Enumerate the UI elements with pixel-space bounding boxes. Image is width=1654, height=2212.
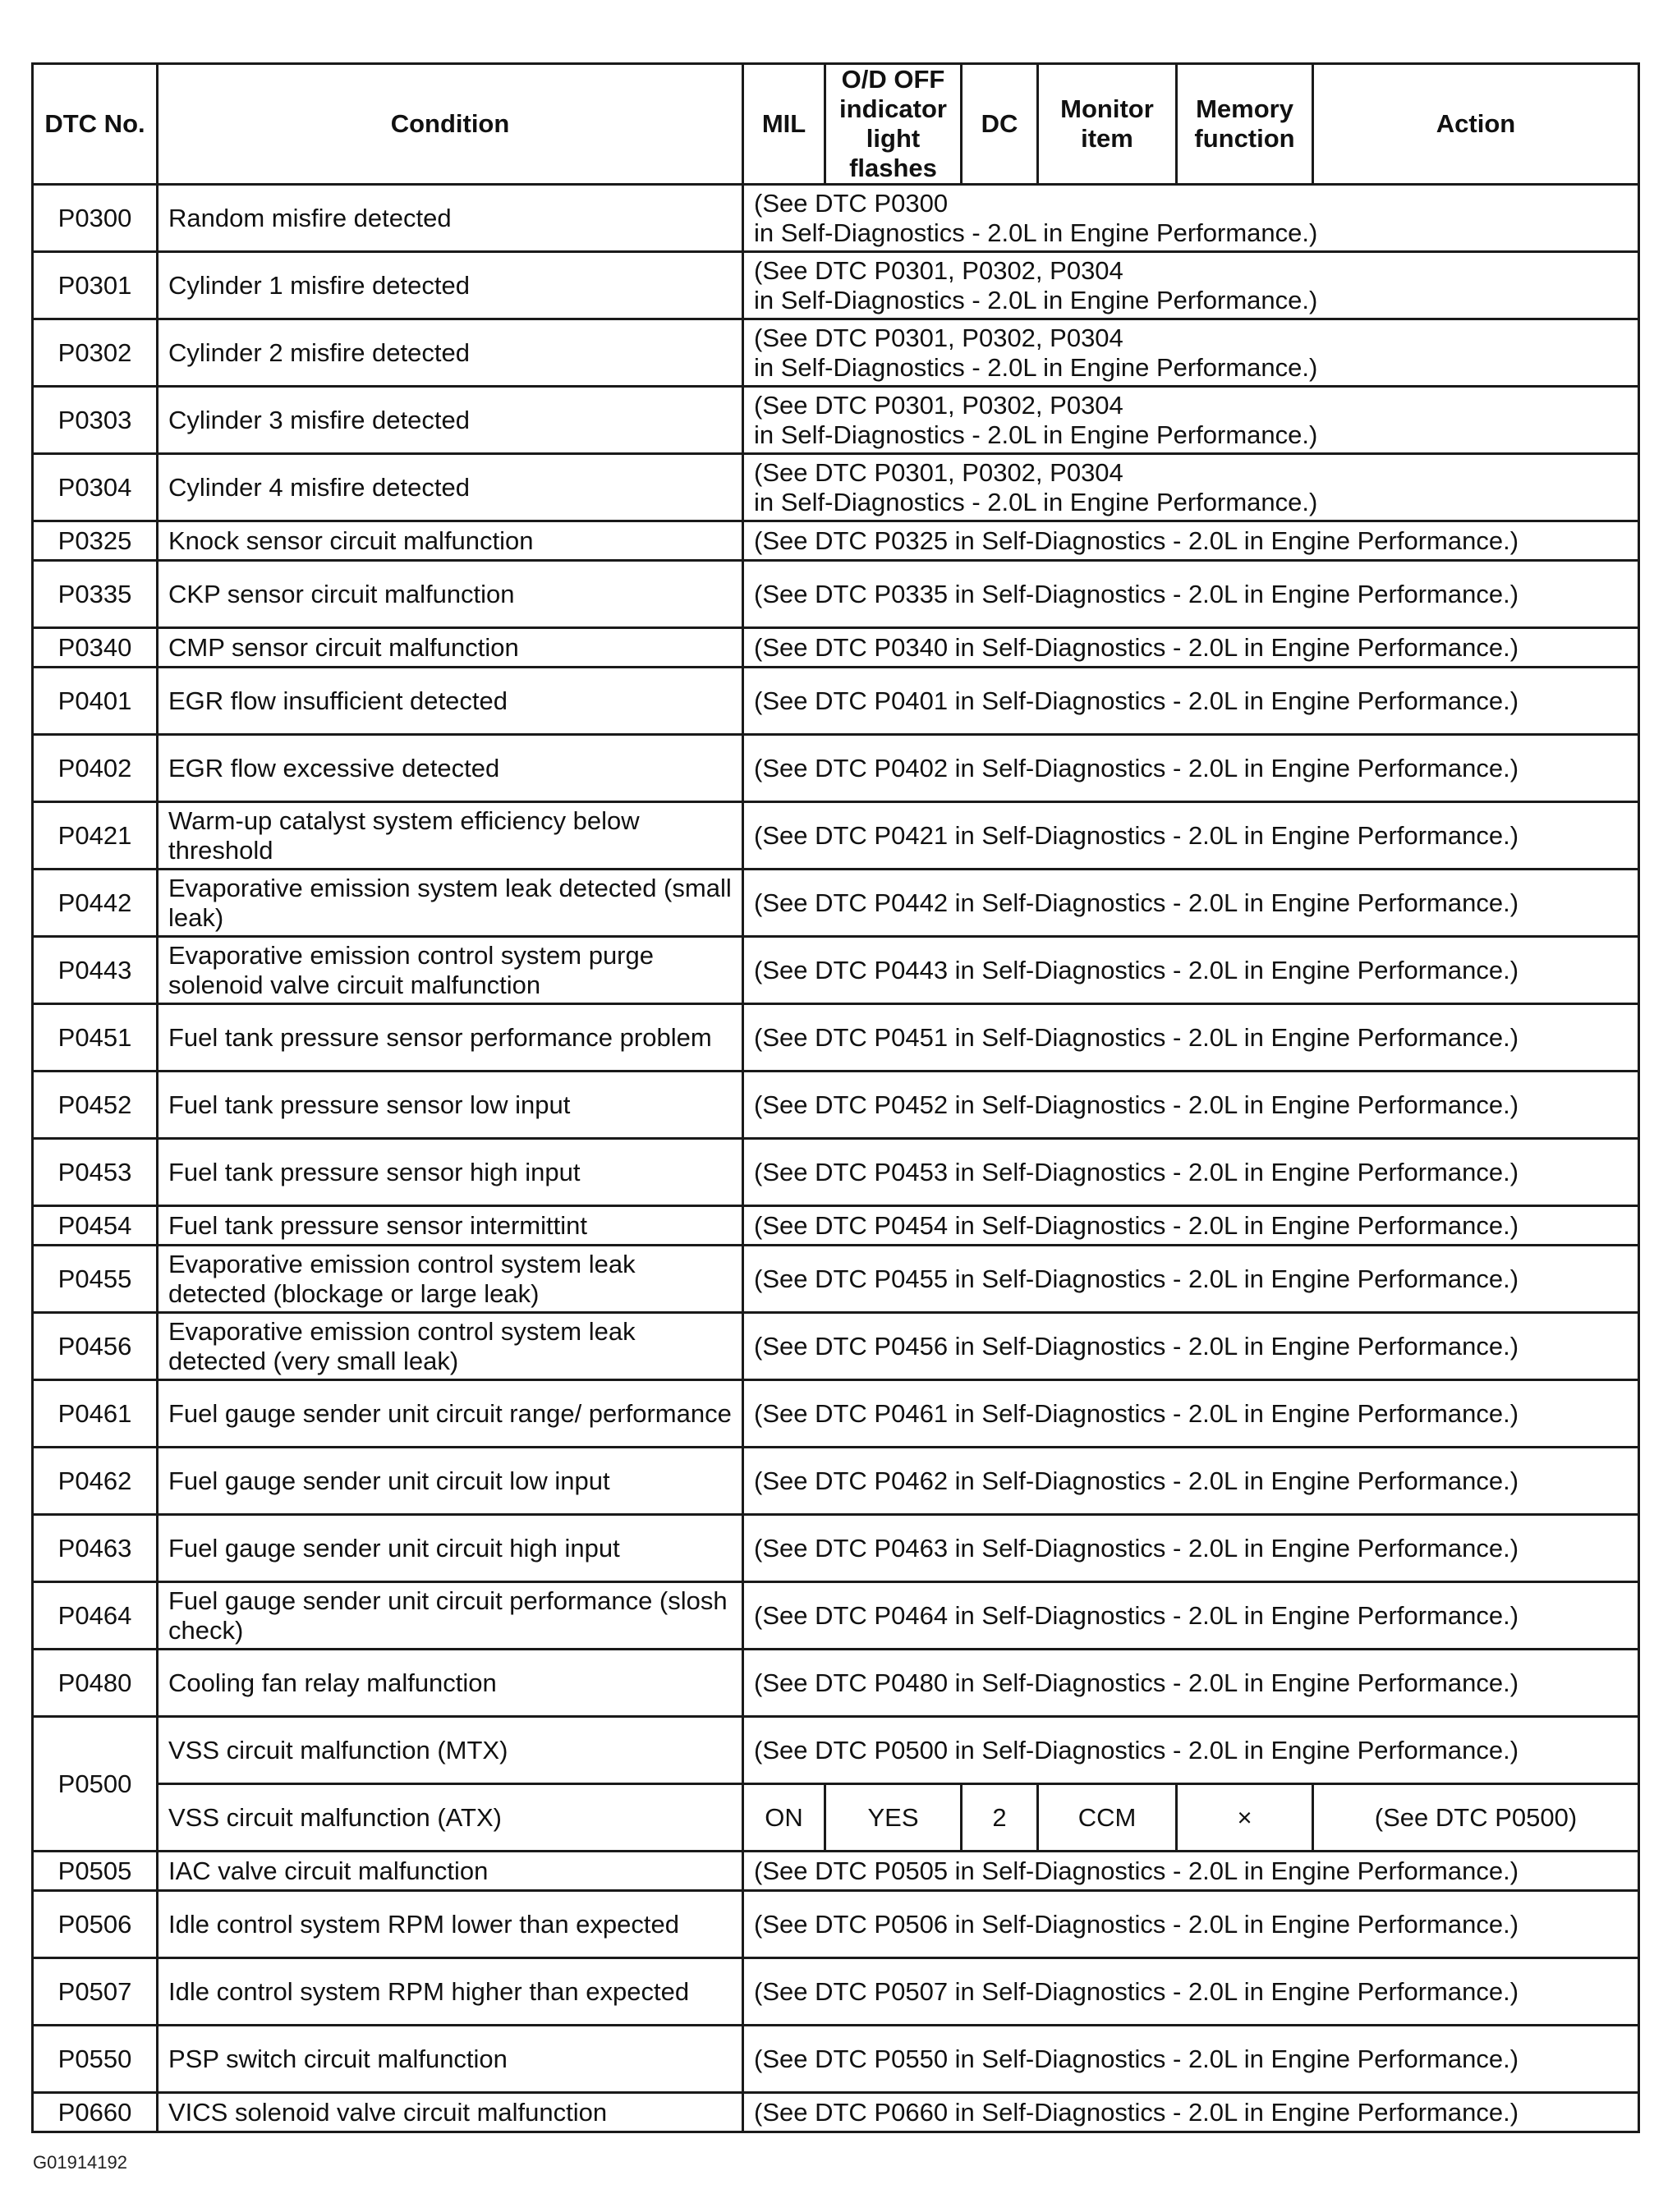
header-condition: Condition: [158, 64, 743, 185]
condition-cell: Evaporative emission system leak detected (small leak): [158, 870, 743, 937]
header-od-off-indicator: O/D OFF indicator light flashes: [825, 64, 962, 185]
reference-line: (See DTC P0550 in Self-Diagnostics - 2.0L in Engine Performance.): [754, 2044, 1519, 2073]
dtc-code-cell: P0325: [33, 521, 158, 561]
reference-cell: [743, 2026, 1639, 2093]
condition-cell: Cylinder 3 misfire detected: [158, 387, 743, 454]
condition-cell: Cooling fan relay malfunction: [158, 1650, 743, 1717]
dtc-code-cell: P0462: [33, 1448, 158, 1515]
dtc-code-cell: P0301: [33, 252, 158, 319]
condition-cell: Fuel gauge sender unit circuit range/ performance: [158, 1380, 743, 1448]
dtc-code-cell: P0303: [33, 387, 158, 454]
reference-line: (See DTC P0452 in Self-Diagnostics - 2.0L in Engine Performance.): [754, 1090, 1519, 1119]
condition-cell: PSP switch circuit malfunction: [158, 2026, 743, 2093]
reference-line: (See DTC P0480 in Self-Diagnostics - 2.0L in Engine Performance.): [754, 1668, 1519, 1697]
reference-cell: [743, 668, 1639, 735]
reference-cell: [743, 1717, 1639, 1784]
reference-line: (See DTC P0301, P0302, P0304: [754, 323, 1123, 352]
dtc-code-cell: P0455: [33, 1246, 158, 1313]
table-row: [33, 1072, 1639, 1139]
reference-cell: [743, 802, 1639, 870]
table-row: [33, 387, 1639, 454]
reference-cell: [743, 1072, 1639, 1139]
dtc-code-cell: P0304: [33, 454, 158, 521]
reference-cell: [743, 1852, 1639, 1891]
dtc-code-cell: P0505: [33, 1852, 158, 1891]
monitor-item-cell: CCM: [1038, 1784, 1177, 1852]
reference-line: (See DTC P0443 in Self-Diagnostics - 2.0L in Engine Performance.): [754, 955, 1519, 984]
condition-cell: Fuel tank pressure sensor low input: [158, 1072, 743, 1139]
table-row: [33, 1515, 1639, 1582]
condition-cell: Fuel tank pressure sensor performance problem: [158, 1004, 743, 1072]
reference-line: (See DTC P0401 in Self-Diagnostics - 2.0L in Engine Performance.): [754, 686, 1519, 715]
reference-cell: [743, 1650, 1639, 1717]
reference-cell: [743, 252, 1639, 319]
reference-cell: [743, 387, 1639, 454]
reference-cell: [743, 1139, 1639, 1206]
reference-line: in Self-Diagnostics - 2.0L in Engine Performance.): [754, 487, 1318, 516]
reference-cell: [743, 628, 1639, 668]
dtc-code-cell: P0453: [33, 1139, 158, 1206]
reference-cell: [743, 937, 1639, 1004]
reference-cell: [743, 454, 1639, 521]
table-row: [33, 1852, 1639, 1891]
table-row: [33, 1717, 1639, 1784]
condition-cell: Idle control system RPM higher than expected: [158, 1958, 743, 2026]
reference-line: (See DTC P0335 in Self-Diagnostics - 2.0L in Engine Performance.): [754, 579, 1519, 608]
reference-line: (See DTC P0507 in Self-Diagnostics - 2.0L in Engine Performance.): [754, 1976, 1519, 2006]
condition-cell: Random misfire detected: [158, 185, 743, 252]
table-row: [33, 1448, 1639, 1515]
od-off-cell: YES: [825, 1784, 962, 1852]
condition-cell: Cylinder 2 misfire detected: [158, 319, 743, 387]
condition-cell: EGR flow insufficient detected: [158, 668, 743, 735]
table-row: [33, 2026, 1639, 2093]
reference-line: (See DTC P0454 in Self-Diagnostics - 2.0L in Engine Performance.): [754, 1210, 1519, 1240]
dtc-code-cell: P0463: [33, 1515, 158, 1582]
condition-cell: Evaporative emission control system purge solenoid valve circuit malfunction: [158, 937, 743, 1004]
reference-line: (See DTC P0451 in Self-Diagnostics - 2.0L in Engine Performance.): [754, 1022, 1519, 1052]
header-dc: DC: [962, 64, 1038, 185]
reference-cell: [743, 1515, 1639, 1582]
header-memory-function: Memory function: [1177, 64, 1313, 185]
reference-line: (See DTC P0461 in Self-Diagnostics - 2.0L in Engine Performance.): [754, 1398, 1519, 1428]
condition-cell: Cylinder 1 misfire detected: [158, 252, 743, 319]
table-row: [33, 1004, 1639, 1072]
reference-cell: [743, 870, 1639, 937]
dtc-code-cell: P0401: [33, 668, 158, 735]
table-row: [33, 1206, 1639, 1246]
reference-cell: [743, 1380, 1639, 1448]
reference-line: (See DTC P0500 in Self-Diagnostics - 2.0L in Engine Performance.): [754, 1735, 1519, 1765]
dtc-code-cell: P0464: [33, 1582, 158, 1650]
reference-line: in Self-Diagnostics - 2.0L in Engine Performance.): [754, 352, 1318, 382]
condition-cell: Knock sensor circuit malfunction: [158, 521, 743, 561]
reference-line: (See DTC P0464 in Self-Diagnostics - 2.0L in Engine Performance.): [754, 1600, 1519, 1630]
dtc-code-cell: P0461: [33, 1380, 158, 1448]
header-mil: MIL: [743, 64, 825, 185]
dtc-code-cell: P0442: [33, 870, 158, 937]
dtc-code-cell: P0340: [33, 628, 158, 668]
dtc-code-cell: P0421: [33, 802, 158, 870]
dtc-code-cell: P0480: [33, 1650, 158, 1717]
reference-line: in Self-Diagnostics - 2.0L in Engine Performance.): [754, 218, 1318, 247]
table-row: [33, 521, 1639, 561]
table-row: [33, 1958, 1639, 2026]
header-dtc-no: DTC No.: [33, 64, 158, 185]
table-row: [33, 454, 1639, 521]
reference-line: (See DTC P0453 in Self-Diagnostics - 2.0L in Engine Performance.): [754, 1157, 1519, 1186]
dtc-table: [31, 62, 1640, 2133]
dtc-code-cell: P0456: [33, 1313, 158, 1380]
dtc-code-cell: P0550: [33, 2026, 158, 2093]
reference-cell: [743, 1246, 1639, 1313]
table-row: [33, 802, 1639, 870]
reference-line: (See DTC P0462 in Self-Diagnostics - 2.0L in Engine Performance.): [754, 1466, 1519, 1495]
reference-cell: [743, 1891, 1639, 1958]
header-row: [33, 64, 1639, 185]
table-row: [33, 668, 1639, 735]
reference-line: (See DTC P0505 in Self-Diagnostics - 2.0L in Engine Performance.): [754, 1856, 1519, 1885]
dc-cell: 2: [962, 1784, 1038, 1852]
table-row: [33, 735, 1639, 802]
condition-cell: Cylinder 4 misfire detected: [158, 454, 743, 521]
reference-cell: [743, 1958, 1639, 2026]
figure-id: G01914192: [33, 2152, 127, 2173]
reference-line: (See DTC P0301, P0302, P0304: [754, 457, 1123, 487]
condition-cell: VSS circuit malfunction (ATX): [158, 1784, 743, 1852]
table-row: [33, 2093, 1639, 2132]
table-row: [33, 185, 1639, 252]
reference-cell: [743, 1004, 1639, 1072]
table-row: [33, 870, 1639, 937]
condition-cell: Idle control system RPM lower than expected: [158, 1891, 743, 1958]
condition-cell: Fuel gauge sender unit circuit performance (slosh check): [158, 1582, 743, 1650]
table-row: [33, 628, 1639, 668]
reference-line: (See DTC P0506 in Self-Diagnostics - 2.0L in Engine Performance.): [754, 1909, 1519, 1939]
table-row: [33, 1313, 1639, 1380]
reference-line: in Self-Diagnostics - 2.0L in Engine Performance.): [754, 285, 1318, 314]
table-row: [33, 1246, 1639, 1313]
dtc-code-cell: P0443: [33, 937, 158, 1004]
condition-cell: Evaporative emission control system leak detected (very small leak): [158, 1313, 743, 1380]
table-row: [33, 252, 1639, 319]
reference-line: (See DTC P0421 in Self-Diagnostics - 2.0L in Engine Performance.): [754, 820, 1519, 850]
condition-cell: EGR flow excessive detected: [158, 735, 743, 802]
dtc-code-cell: P0335: [33, 561, 158, 628]
reference-line: (See DTC P0300: [754, 188, 949, 218]
reference-cell: [743, 1206, 1639, 1246]
header-action: Action: [1313, 64, 1639, 185]
reference-cell: [743, 561, 1639, 628]
dtc-code-cell: P0452: [33, 1072, 158, 1139]
table-row: [33, 561, 1639, 628]
reference-line: (See DTC P0455 in Self-Diagnostics - 2.0L in Engine Performance.): [754, 1264, 1519, 1293]
table-row: [33, 937, 1639, 1004]
condition-cell: VICS solenoid valve circuit malfunction: [158, 2093, 743, 2132]
reference-line: in Self-Diagnostics - 2.0L in Engine Performance.): [754, 420, 1318, 449]
table-body: [33, 185, 1639, 2132]
dtc-code-cell: P0300: [33, 185, 158, 252]
condition-cell: CKP sensor circuit malfunction: [158, 561, 743, 628]
reference-line: (See DTC P0301, P0302, P0304: [754, 390, 1123, 420]
dtc-code-cell: P0451: [33, 1004, 158, 1072]
memory-function-cell: ×: [1177, 1784, 1313, 1852]
dtc-code-cell: P0454: [33, 1206, 158, 1246]
reference-line: (See DTC P0463 in Self-Diagnostics - 2.0L in Engine Performance.): [754, 1533, 1519, 1563]
reference-cell: [743, 319, 1639, 387]
table-row: [33, 1891, 1639, 1958]
reference-cell: [743, 185, 1639, 252]
table-row: [33, 1380, 1639, 1448]
table-row: [33, 1139, 1639, 1206]
condition-cell: CMP sensor circuit malfunction: [158, 628, 743, 668]
action-cell: (See DTC P0500): [1313, 1784, 1639, 1852]
reference-line: (See DTC P0340 in Self-Diagnostics - 2.0L in Engine Performance.): [754, 632, 1519, 662]
reference-line: (See DTC P0402 in Self-Diagnostics - 2.0L in Engine Performance.): [754, 753, 1519, 782]
dtc-code-cell: P0402: [33, 735, 158, 802]
table-row: [33, 1650, 1639, 1717]
reference-cell: [743, 735, 1639, 802]
condition-cell: Warm-up catalyst system efficiency below threshold: [158, 802, 743, 870]
reference-cell: [743, 1582, 1639, 1650]
condition-cell: Fuel gauge sender unit circuit high input: [158, 1515, 743, 1582]
condition-cell: Fuel tank pressure sensor high input: [158, 1139, 743, 1206]
reference-line: (See DTC P0456 in Self-Diagnostics - 2.0L in Engine Performance.): [754, 1331, 1519, 1361]
reference-cell: [743, 521, 1639, 561]
condition-cell: Fuel tank pressure sensor intermittint: [158, 1206, 743, 1246]
dtc-code-cell: P0660: [33, 2093, 158, 2132]
condition-cell: VSS circuit malfunction (MTX): [158, 1717, 743, 1784]
table-row: [33, 319, 1639, 387]
mil-cell: ON: [743, 1784, 825, 1852]
reference-cell: [743, 1313, 1639, 1380]
dtc-code-cell: P0302: [33, 319, 158, 387]
reference-cell: [743, 2093, 1639, 2132]
dtc-code-cell: P0500: [33, 1717, 158, 1852]
condition-cell: IAC valve circuit malfunction: [158, 1852, 743, 1891]
condition-cell: Fuel gauge sender unit circuit low input: [158, 1448, 743, 1515]
reference-line: (See DTC P0660 in Self-Diagnostics - 2.0L in Engine Performance.): [754, 2097, 1519, 2127]
reference-line: (See DTC P0301, P0302, P0304: [754, 255, 1123, 285]
table-row: [33, 1582, 1639, 1650]
table-row: [33, 1784, 1639, 1852]
reference-line: (See DTC P0325 in Self-Diagnostics - 2.0L in Engine Performance.): [754, 525, 1519, 555]
header-monitor-item: Monitor item: [1038, 64, 1177, 185]
reference-cell: [743, 1448, 1639, 1515]
dtc-code-cell: P0506: [33, 1891, 158, 1958]
reference-line: (See DTC P0442 in Self-Diagnostics - 2.0L in Engine Performance.): [754, 888, 1519, 917]
dtc-code-cell: P0507: [33, 1958, 158, 2026]
condition-cell: Evaporative emission control system leak detected (blockage or large leak): [158, 1246, 743, 1313]
